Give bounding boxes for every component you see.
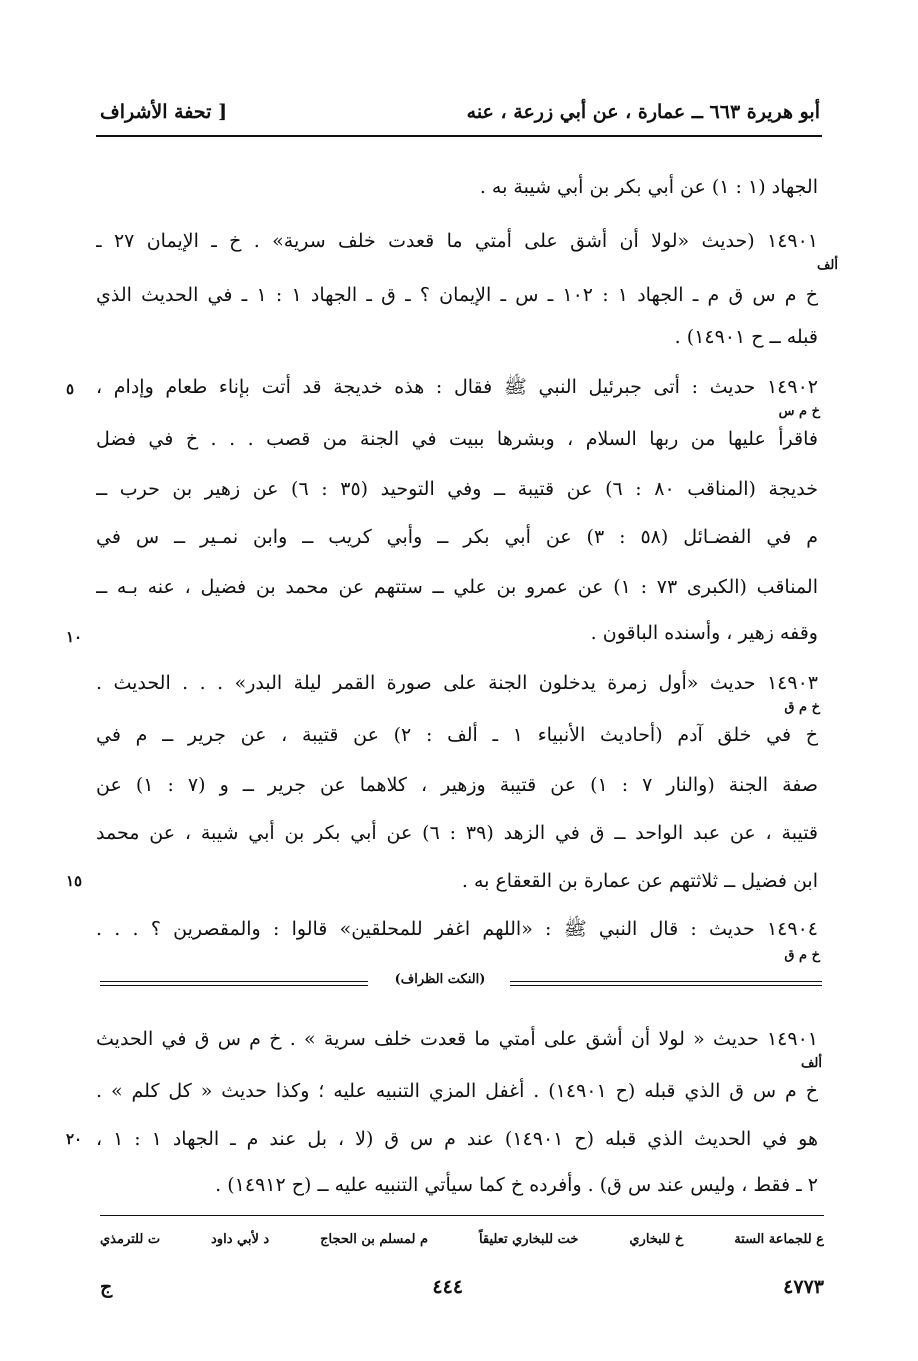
header-rule <box>96 135 822 137</box>
page-number: ٤٤٤ <box>432 1276 464 1298</box>
abbreviation: ت للترمذي <box>100 1232 161 1247</box>
text-line: قتيبة ، عن عبد الواحد ــ ق في الزهد (٣٩ : ٦) عن أبي بكر بن أبي شيبة ، عن محمد <box>96 822 818 844</box>
abbreviation: خ للبخاري <box>629 1232 684 1247</box>
text-line: الجهاد (١ : ١) عن أبي بكر بن أبي شيبة به . <box>479 176 818 198</box>
running-head-left: [ تحفة الأشراف <box>100 101 228 123</box>
note-line: ١٤٩٠١ حديث « لولا أن أشق على أمتي ما قعدت خلف سرية » . خ م س ق في الحديث <box>96 1028 818 1050</box>
running-head <box>100 92 820 132</box>
sequence-number: ٤٧٧٣ <box>783 1276 824 1298</box>
note-line: ٢ ـ فقط ، وليس عند س ق) . وأفرده خ كما سيأتي التنبيه عليه ــ (ح ١٤٩١٢) . <box>215 1174 818 1196</box>
line-number: ٥ <box>66 380 75 398</box>
text-line: صفة الجنة (والنار ٧ : ١) عن قتيبة وزهير ، كلاهما عن جرير ــ و (٧ : ١) عن <box>96 774 818 796</box>
separator-title: (النكت الظراف) <box>394 972 486 987</box>
separator-rule-right <box>510 981 822 986</box>
running-head-right: أبو هريرة ٦٦٣ ــ عمارة ، عن أبي زرعة ، عنه <box>466 101 820 123</box>
note-line: هو في الحديث الذي قبله (ح ١٤٩٠١) عند م س ق (لا ، بل عند م ـ الجهاد ١ : ١ ، <box>96 1128 818 1150</box>
abbreviation: ع للجماعة الستة <box>734 1232 824 1247</box>
hadith-14903-line: ١٤٩٠٣ حديث «أول زمرة يدخلون الجنة على صورة القمر ليلة البدر» . . . الحديث . <box>96 672 818 694</box>
text-line: المناقب (الكبرى ٧٣ : ١) عن عمرو بن علي ــ ستتهم عن محمد بن فضيل ، عنه بـه ــ <box>96 576 818 598</box>
text-line: م في الفضـائل (٥٨ : ٣) عن أبي بكر ــ وأبي كريب ــ وابن نمـير ــ س في <box>96 526 818 548</box>
hadith-14901-line: ١٤٩٠١ (حديث «لولا أن أشق على أمتي ما قعدت خلف سرية» . خ ـ الإيمان ٢٧ ـ <box>96 230 818 252</box>
margin-siglum: ألف <box>800 1056 822 1071</box>
hadith-14904-line: ١٤٩٠٤ حديث : قال النبي ﷺ : «اللهم اغفر للمحلقين» قالوا : والمقصرين ؟ . . . <box>96 918 818 940</box>
margin-siglum: خ م س <box>778 404 820 419</box>
text-line: وقفه زهير ، وأسنده الباقون . <box>590 622 818 644</box>
abbreviation-key <box>100 1232 824 1247</box>
text-line: فاقرأ عليها من ربها السلام ، وبشرها ببيت في الجنة من قصب . . . خ في فضل <box>96 428 818 450</box>
footer-rule <box>100 1215 824 1216</box>
line-number: ١٠ <box>66 628 83 646</box>
text-line: خ م س ق م ـ الجهاد ١ : ١٠٢ ـ س ـ الإيمان ؟ ـ ق ـ الجهاد ١ : ١ ـ في الحديث الذي <box>96 284 818 306</box>
margin-siglum: خ م ق <box>784 700 820 715</box>
separator-rule-left <box>100 981 368 986</box>
volume-letter: ج <box>100 1276 113 1298</box>
margin-siglum: ألف <box>816 258 838 273</box>
text-line: خديجة (المناقب ٨٠ : ٦) عن قتيبة ــ وفي التوحيد (٣٥ : ٦) عن زهير بن حرب ــ <box>96 478 818 500</box>
text-line: خ في خلق آدم (أحاديث الأنبياء ١ ـ ألف : ٢) عن قتيبة ، عن جرير ــ م في <box>96 724 818 746</box>
line-number: ٢٠ <box>66 1130 83 1148</box>
text-line: ابن فضيل ــ ثلاثتهم عن عمارة بن القعقاع به . <box>461 870 818 892</box>
text-line: قبله ــ ح ١٤٩٠١) . <box>674 326 818 348</box>
abbreviation: خت للبخاري تعليقاً <box>478 1232 579 1247</box>
section-separator <box>100 972 822 995</box>
note-line: خ م س ق الذي قبله (ح ١٤٩٠١) . أغفل المزي التنبيه عليه ؛ وكذا حديث « كل كلم » . <box>96 1080 818 1102</box>
hadith-14902-line: ١٤٩٠٢ حديث : أتى جبرئيل النبي ﷺ فقال : هذه خديجة قد أتت بإناء طعام وإدام ، <box>96 376 818 398</box>
abbreviation: م لمسلم بن الحجاج <box>320 1232 429 1247</box>
line-number: ١٥ <box>66 872 83 890</box>
abbreviation: د لأبي داود <box>211 1232 270 1247</box>
page-footer <box>100 1276 824 1298</box>
margin-siglum: خ م ق <box>784 948 820 963</box>
